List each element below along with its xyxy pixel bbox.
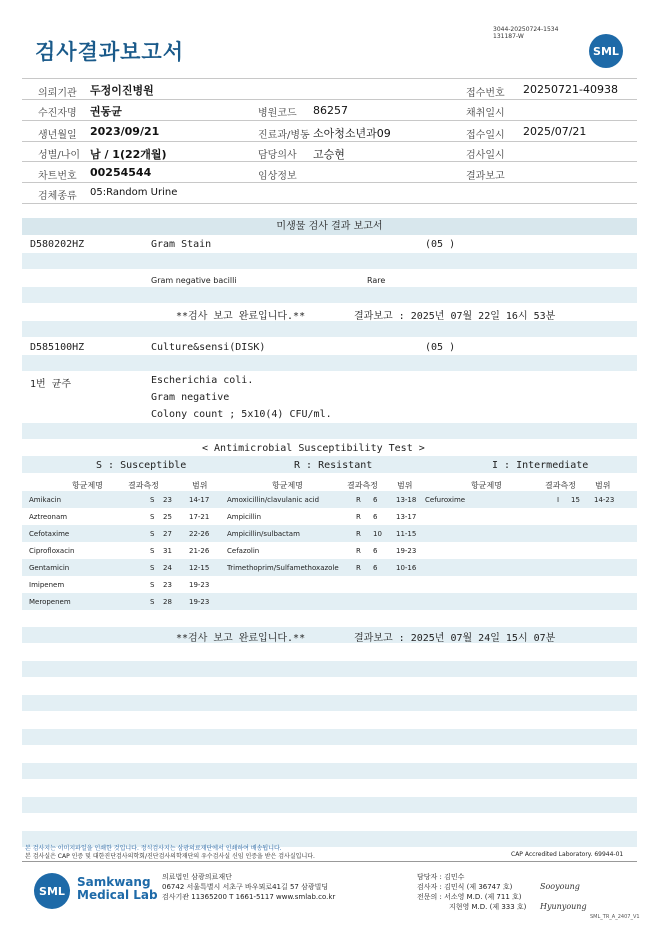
- footer-note-2: 본 검사실은 CAP 인증 및 대한진단검사의학회/진단검사의학재단의 우수검사실 신임 인증을 받은 검사실입니다.: [25, 853, 315, 860]
- micro-section-title: 미생물 검사 결과 보고서: [22, 218, 637, 235]
- doctor-value: 고승현: [313, 148, 345, 161]
- col-range-header: 범위: [192, 481, 208, 490]
- page-title: 검사결과보고서: [35, 40, 185, 64]
- ast-sir: R: [356, 547, 361, 555]
- band: [22, 695, 637, 711]
- ast-drug: Cefuroxime: [425, 496, 466, 504]
- receipt-no-value: 20250721-40938: [523, 83, 618, 96]
- culture-code: D585100HZ: [30, 342, 85, 353]
- ast-range: 19-23: [189, 598, 210, 606]
- band: [22, 355, 637, 371]
- col-range-header: 범위: [595, 481, 611, 490]
- signature-2: Hyunyoung: [540, 902, 587, 911]
- hospital-code-value: 86257: [313, 104, 348, 117]
- band: [22, 797, 637, 813]
- ast-drug: Amoxicillin/clavulanic acid: [227, 496, 320, 504]
- gram-amount: Rare: [367, 276, 386, 285]
- col-range-header: 범위: [397, 481, 413, 490]
- divider: [22, 120, 637, 121]
- ast-drug: Cefazolin: [227, 547, 260, 555]
- ast-sir: R: [356, 530, 361, 538]
- band: [22, 287, 637, 303]
- ast-range: 22-26: [189, 530, 210, 538]
- ast-sir: S: [150, 581, 155, 589]
- exam-date-label: 검사일시: [466, 150, 505, 161]
- divider: [22, 78, 637, 79]
- ast-val: 25: [163, 513, 172, 521]
- ast-range: 13-18: [396, 496, 417, 504]
- culture-test: Culture&sensi(DISK): [151, 342, 266, 353]
- ast-drug: Amikacin: [29, 496, 62, 504]
- ast-val: 23: [163, 496, 172, 504]
- name-value: 권동균: [90, 105, 122, 118]
- ast-range: 21-26: [189, 547, 210, 555]
- gram-done: **검사 보고 완료입니다.**: [176, 311, 306, 322]
- footer-brand: Samkwang Medical Lab: [77, 875, 158, 902]
- ast-drug: Ciprofloxacin: [29, 547, 75, 555]
- culture-report: 결과보고 : 2025년 07월 24일 15시 07분: [354, 633, 556, 644]
- band: [22, 763, 637, 779]
- cap-accreditation: CAP Accredited Laboratory. 69944-01: [511, 851, 624, 858]
- name-label: 수진자명: [38, 108, 77, 119]
- ast-range: 10-16: [396, 564, 417, 572]
- ast-val: 27: [163, 530, 172, 538]
- ast-sir: R: [356, 513, 361, 521]
- clinical-label: 임상정보: [258, 171, 297, 182]
- report-label: 결과보고: [466, 171, 505, 182]
- institution-label: 의뢰기관: [38, 88, 77, 99]
- footer-note-1: 본 검사지는 이미지파일을 인쇄한 것입니다. 정식검사지는 삼광의료재단에서 인쇄하여 배송됩니다.: [25, 845, 282, 852]
- gram-num: (05 ): [425, 239, 456, 250]
- document-id: 3044-20250724-1534 131187-W: [493, 26, 559, 40]
- col-result-header: 결과측정: [545, 481, 576, 490]
- ast-val: 10: [373, 530, 382, 538]
- ast-val: 31: [163, 547, 172, 555]
- ast-sir: I: [557, 496, 560, 504]
- ast-drug: Imipenem: [29, 581, 65, 589]
- receipt-date-label: 접수일시: [466, 130, 505, 141]
- ast-drug: Ampicillin/sulbactam: [227, 530, 300, 538]
- divider: [22, 861, 637, 862]
- legend-s: S : Susceptible: [96, 460, 187, 471]
- sex-age-value: 남 / 1(22개월): [90, 148, 167, 161]
- divider: [22, 161, 637, 162]
- divider: [22, 203, 637, 204]
- band: [22, 491, 637, 508]
- ast-range: 14-17: [189, 496, 210, 504]
- band: [22, 525, 637, 542]
- band: [22, 253, 637, 269]
- ast-range: 14-23: [594, 496, 615, 504]
- band: [22, 661, 637, 677]
- ast-range: 17-21: [189, 513, 210, 521]
- band: [22, 423, 637, 439]
- ast-sir: R: [356, 564, 361, 572]
- ast-val: 6: [373, 496, 378, 504]
- col-drug-header: 항균제명: [72, 481, 103, 490]
- legend-i: I : Intermediate: [492, 460, 589, 471]
- ast-sir: S: [150, 598, 155, 606]
- dept-label: 진료과/병동: [258, 130, 310, 141]
- chart-value: 00254544: [90, 166, 152, 179]
- ast-range: 19-23: [189, 581, 210, 589]
- ast-drug: Gentamicin: [29, 564, 70, 572]
- ast-range: 11-15: [396, 530, 417, 538]
- ast-sir: S: [150, 513, 155, 521]
- ast-drug: Cefotaxime: [29, 530, 70, 538]
- ast-sir: S: [150, 564, 155, 572]
- specimen-value: 05:Random Urine: [90, 187, 178, 198]
- col-drug-header: 항균제명: [471, 481, 502, 490]
- gram-finding: Gram negative bacilli: [151, 276, 237, 285]
- ast-range: 13-17: [396, 513, 417, 521]
- divider: [22, 141, 637, 142]
- ast-range: 19-23: [396, 547, 417, 555]
- culture-done: **검사 보고 완료입니다.**: [176, 633, 306, 644]
- band: [22, 729, 637, 745]
- ast-val: 6: [373, 547, 378, 555]
- collect-label: 채취일시: [466, 108, 505, 119]
- ast-sir: S: [150, 530, 155, 538]
- gram-test: Gram Stain: [151, 239, 212, 250]
- gram-code: D580202HZ: [30, 239, 85, 250]
- doctor-label: 담당의사: [258, 150, 297, 161]
- ast-val: 15: [571, 496, 580, 504]
- organism: Escherichia coli.: [151, 375, 254, 386]
- sml-logo: SML: [589, 34, 623, 68]
- ast-val: 23: [163, 581, 172, 589]
- footer-address: 의료법인 삼광의료재단 06742 서울특별시 서초구 바우뫼로41길 57 삼광빌딩 검사기관 11365200 T 1661-5117 www.smlab.co.kr: [162, 873, 336, 901]
- ast-val: 6: [373, 513, 378, 521]
- chart-label: 차트번호: [38, 171, 77, 182]
- col-result-header: 결과측정: [347, 481, 378, 490]
- dept-value: 소아청소년과09: [313, 127, 391, 140]
- organism-gram: Gram negative: [151, 392, 230, 403]
- culture-num: (05 ): [425, 342, 456, 353]
- ast-drug: Aztreonam: [29, 513, 68, 521]
- hospital-code-label: 병원코드: [258, 108, 297, 119]
- ast-drug: Trimethoprim/Sulfamethoxazole: [227, 564, 339, 572]
- col-drug-header: 항균제명: [272, 481, 303, 490]
- dob-label: 생년월일: [38, 130, 77, 141]
- footer-sml-logo: SML: [34, 873, 70, 909]
- col-result-header: 결과측정: [128, 481, 159, 490]
- specimen-label: 검체종류: [38, 191, 77, 202]
- sex-age-label: 성별/나이: [38, 150, 81, 161]
- band: [22, 593, 637, 610]
- strain-label: 1번 균주: [30, 379, 72, 390]
- colony-count: Colony count ; 5x10(4) CFU/ml.: [151, 409, 332, 420]
- ast-val: 6: [373, 564, 378, 572]
- legend-r: R : Resistant: [294, 460, 373, 471]
- form-id: SML_TR_A_2407_V1: [590, 914, 640, 920]
- band: [22, 321, 637, 337]
- ast-val: 28: [163, 598, 172, 606]
- footer-staff: 담당자 : 김민수 검사자 : 김민식 (제 36747 호) 전문의 : 서소영 M.D. (제 711 호) 지현영 M.D. (제 333 호): [417, 873, 527, 911]
- ast-title: < Antimicrobial Susceptibility Test >: [202, 443, 425, 454]
- ast-val: 24: [163, 564, 172, 572]
- ast-drug: Meropenem: [29, 598, 71, 606]
- signature-1: Sooyoung: [540, 882, 580, 891]
- receipt-date-value: 2025/07/21: [523, 125, 587, 138]
- divider: [22, 182, 637, 183]
- ast-sir: S: [150, 496, 155, 504]
- ast-range: 12-15: [189, 564, 210, 572]
- ast-drug: Ampicillin: [227, 513, 262, 521]
- institution-value: 두정이진병원: [90, 84, 154, 97]
- ast-sir: R: [356, 496, 361, 504]
- ast-sir: S: [150, 547, 155, 555]
- gram-report: 결과보고 : 2025년 07월 22일 16시 53분: [354, 311, 556, 322]
- divider: [22, 99, 637, 100]
- dob-value: 2023/09/21: [90, 125, 160, 138]
- receipt-no-label: 접수번호: [466, 88, 505, 99]
